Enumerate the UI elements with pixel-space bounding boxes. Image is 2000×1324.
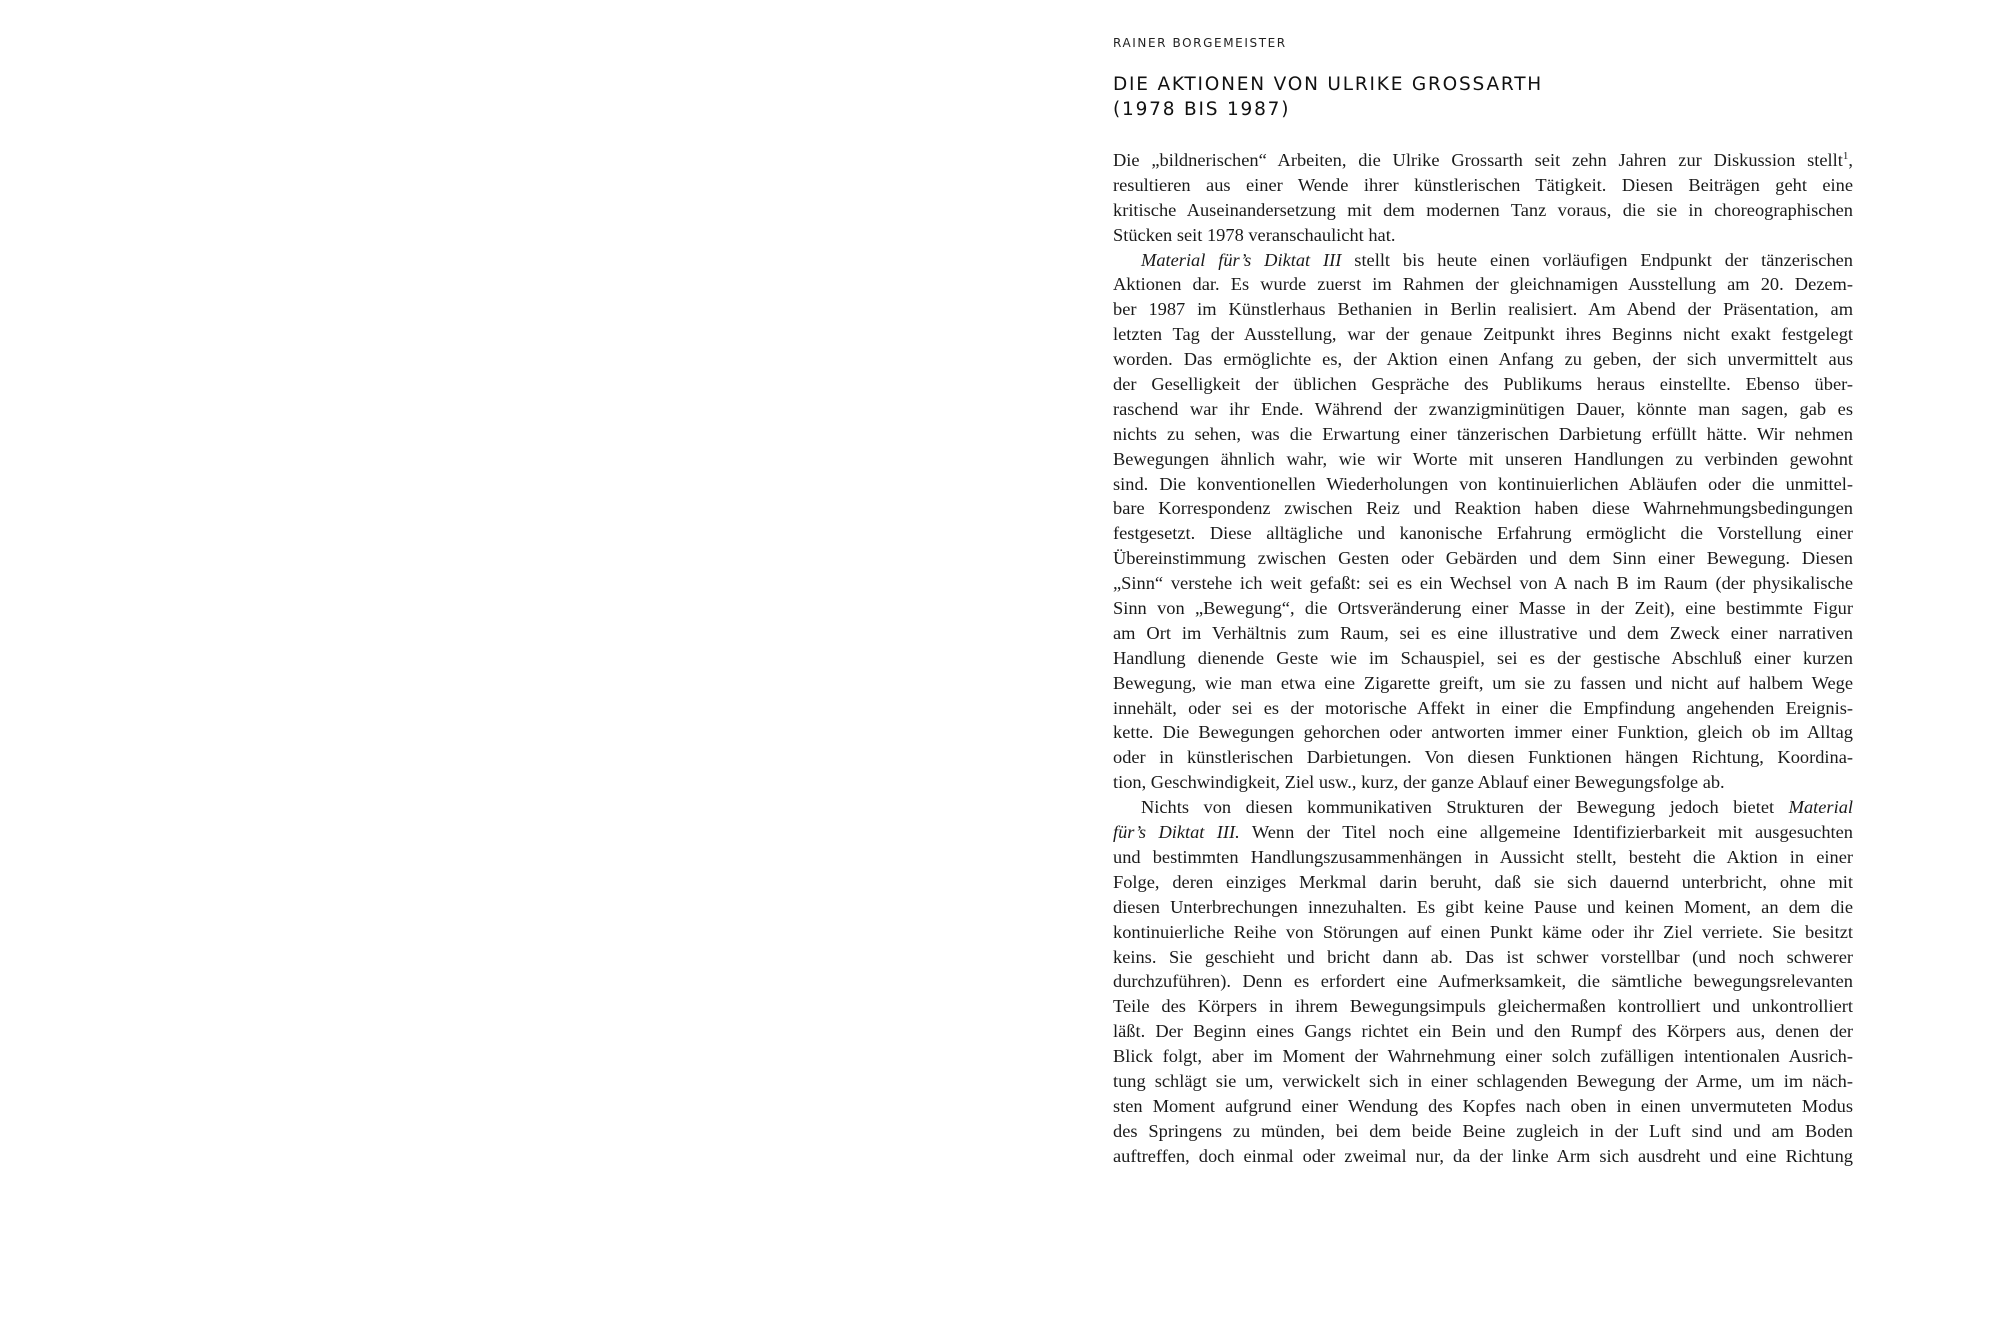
text-line: innehält, oder sei es der motorische Affekt in einer die Empfindung angehenden Ereignis- (1113, 697, 1853, 718)
text-line: festgesetzt. Diese alltägliche und kanonische Erfahrung ermöglicht die Vorstellung einer (1113, 523, 1853, 544)
title-line: DIE AKTIONEN VON ULRIKE GROSSARTH (1113, 74, 1544, 95)
text-line: Die „bildnerischen“ Arbeiten, die Ulrike Grossarth seit zehn Jahren zur Diskussion stellt$^1$, (1113, 149, 1853, 170)
text-line: Folge, deren einziges Merkmal darin beruht, daß sie sich dauernd unterbricht, ohne mit (1113, 871, 1853, 892)
text-line: sten Moment aufgrund einer Wendung des Kopfes nach oben in einen unvermuteten Modus (1113, 1095, 1853, 1116)
text-line: kette. Die Bewegungen gehorchen oder antworten immer einer Funktion, gleich ob im Alltag (1113, 722, 1853, 743)
text-line: auftreffen, doch einmal oder zweimal nur, da der linke Arm sich ausdreht und eine Richtung (1113, 1145, 1853, 1166)
text-line: Aktionen dar. Es wurde zuerst im Rahmen der gleichnamigen Ausstellung am 20. Dezem- (1113, 274, 1853, 295)
text-line: oder in künstlerischen Darbietungen. Von diesen Funktionen hängen Richtung, Koordina- (1113, 747, 1853, 768)
text-line: sind. Die konventionellen Wiederholungen von kontinuierlichen Abläufen oder die unmittel- (1113, 473, 1853, 494)
text-line: Übereinstimmung zwischen Gesten oder Gebärden und dem Sinn einer Bewegung. Diesen (1113, 548, 1853, 569)
text-line: läßt. Der Beginn eines Gangs richtet ein Bein und den Rumpf des Körpers aus, denen der (1113, 1021, 1853, 1042)
author-name: RAINER BORGEMEISTER (1113, 36, 1287, 50)
text-line: nichts zu sehen, was die Erwartung einer tänzerischen Darbietung erfüllt hätte. Wir nehmen (1113, 423, 1853, 444)
article-title (1113, 72, 1543, 122)
work-title: Material (1788, 797, 1853, 818)
text-line: diesen Unterbrechungen innezuhalten. Es gibt keine Pause und keinen Moment, an dem die (1113, 896, 1853, 917)
text-line: tion, Geschwindigkeit, Ziel usw., kurz, der ganze Ablauf einer Bewegungsfolge ab. (1113, 772, 1725, 793)
text-line: Stücken seit 1978 veranschaulicht hat. (1113, 224, 1396, 245)
text-line: Blick folgt, aber im Moment der Wahrnehmung einer solch zufälligen intentionalen Ausrich- (1113, 1046, 1853, 1067)
text-line: Material für’s Diktat III stellt bis heute einen vorläufigen Endpunkt der tänzerischen (1141, 249, 1853, 270)
text-line: „Sinn“ verstehe ich weit gefaßt: sei es ein Wechsel von A nach B im Raum (der physikalische (1113, 573, 1853, 594)
text-line: und bestimmten Handlungszusammenhängen in Aussicht stellt, besteht die Aktion in einer (1113, 846, 1853, 867)
title-line: (1978 BIS 1987) (1113, 99, 1291, 120)
text-line: raschend war ihr Ende. Während der zwanzigminütigen Dauer, könnte man sagen, gab es (1113, 398, 1853, 419)
article-body (1113, 148, 1853, 1169)
text-line: worden. Das ermöglichte es, der Aktion einen Anfang zu geben, der sich unvermittelt aus (1113, 349, 1853, 370)
text-line: resultieren aus einer Wende ihrer künstlerischen Tätigkeit. Diesen Beiträgen geht eine (1113, 174, 1853, 195)
text-line: Handlung dienende Geste wie im Schauspiel, sei es der gestische Abschluß einer kurzen (1113, 647, 1853, 668)
text-line: Bewegungen ähnlich wahr, wie wir Worte mit unseren Handlungen zu verbinden gewohnt (1113, 448, 1853, 469)
text-line: keins. Sie geschieht und bricht dann ab. Das ist schwer vorstellbar (und noch schwerer (1113, 946, 1853, 967)
text-line: durchzuführen). Denn es erfordert eine Aufmerksamkeit, die sämtliche bewegungsrelevanten (1113, 971, 1853, 992)
text-line: bare Korrespondenz zwischen Reiz und Reaktion haben diese Wahrnehmungsbedingungen (1113, 498, 1853, 519)
text-line: kritische Auseinandersetzung mit dem modernen Tanz voraus, die sie in choreographischen (1113, 199, 1853, 220)
text-line: Teile des Körpers in ihrem Bewegungsimpuls gleichermaßen kontrolliert und unkontrolliert (1113, 996, 1853, 1017)
text-line: Nichts von diesen kommunikativen Strukturen der Bewegung jedoch bietet Material (1141, 797, 1853, 818)
text-line: tung schlägt sie um, verwickelt sich in einer schlagenden Bewegung der Arme, um im näch- (1113, 1070, 1853, 1091)
text-line: für’s Diktat III. Wenn der Titel noch eine allgemeine Identifizierbarkeit mit ausgesuchten (1113, 822, 1854, 843)
text-line: der Geselligkeit der üblichen Gespräche des Publikums heraus einstellte. Ebenso über- (1113, 374, 1853, 395)
text-line: kontinuierliche Reihe von Störungen auf einen Punkt käme oder ihr Ziel verriete. Sie besitzt (1113, 921, 1853, 942)
footnote-marker[interactable]: 1 (1842, 149, 1849, 162)
text-line: Bewegung, wie man etwa eine Zigarette greift, um sie zu fassen und nicht auf halbem Wege (1113, 672, 1853, 693)
text-line: ber 1987 im Künstlerhaus Bethanien in Berlin realisiert. Am Abend der Präsentation, am (1113, 299, 1853, 320)
text-line: am Ort im Verhältnis zum Raum, sei es eine illustrative und dem Zweck einer narrativen (1113, 622, 1853, 643)
text-line: des Springens zu münden, bei dem beide Beine zugleich in der Luft sind und am Boden (1113, 1120, 1853, 1141)
work-title: für’s Diktat III. (1113, 822, 1240, 843)
text-line: Sinn von „Bewegung“, die Ortsveränderung einer Masse in der Zeit), eine bestimmte Figur (1113, 598, 1853, 619)
text-line: letzten Tag der Ausstellung, war der genaue Zeitpunkt ihres Beginns nicht exakt festgelegt (1113, 324, 1853, 345)
work-title: Material für’s Diktat III (1141, 249, 1342, 270)
